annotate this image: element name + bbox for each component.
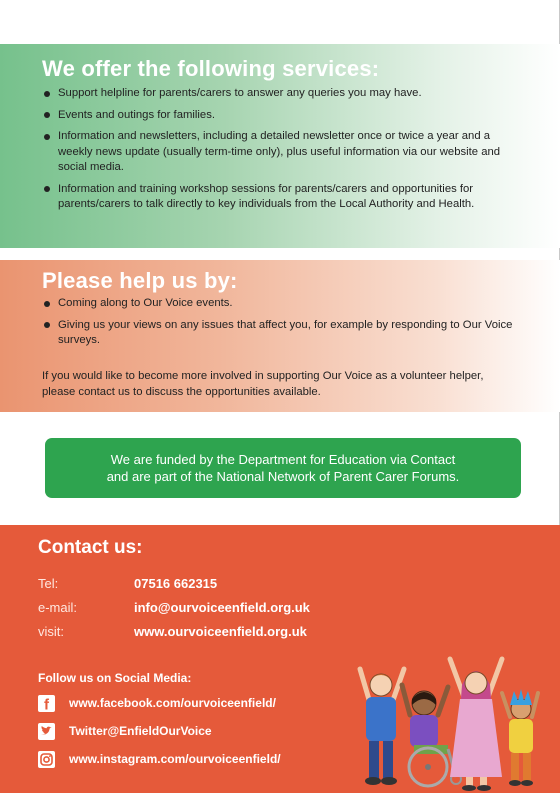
funding-line-2: and are part of the National Network of Parent Carer Forums. [106,469,460,484]
email-label: e-mail: [38,600,78,615]
list-item [42,296,522,312]
child-figure [450,659,502,791]
help-title: Please help us by: [42,268,238,293]
list-item [42,86,522,102]
services-section [0,44,560,248]
services-title: We offer the following services: [42,56,380,81]
svg-text:f: f [44,696,49,712]
list-item [42,318,522,349]
child-figure [360,669,404,785]
volunteer-note: If you would like to become more involved in supporting Our Voice as a volunteer helper, please contact us to discuss the opportunities available. [42,370,484,398]
top-margin [0,0,560,44]
children-illustration [352,645,542,793]
services-item-text: Events and outings for families. [58,108,215,121]
services-list [42,86,522,219]
help-item-text: Coming along to Our Voice events. [58,297,233,309]
twitter-row[interactable] [38,722,212,740]
contact-title: Contact us: [38,537,143,558]
tel-number[interactable]: 07516 662315 [134,576,218,591]
services-item-text: Information and training workshop sessions for parents/carers and opportunities for parents/carers to talk directly to key individuals from the Local Authority and Health. [58,182,475,210]
social-media-heading: Follow us on Social Media: [38,671,192,685]
twitter-link[interactable]: Twitter@EnfieldOurVoice [69,724,212,738]
child-figure [502,689,538,786]
instagram-link[interactable]: www.instagram.com/ourvoiceenfield/ [69,752,281,766]
bullet-icon [44,112,50,118]
bullet-icon [44,186,50,192]
help-list [42,296,522,355]
bullet-icon [44,301,50,307]
contact-section [0,525,560,793]
help-section [0,260,560,412]
list-item [42,182,522,213]
list-item [42,129,522,176]
instagram-icon[interactable] [38,751,55,768]
tel-label: Tel: [38,576,59,591]
facebook-row[interactable] [38,694,276,712]
twitter-icon[interactable] [38,723,55,740]
funding-line-1: We are funded by the Department for Education via Contact [110,452,456,467]
facebook-icon[interactable] [38,695,55,712]
facebook-link[interactable]: www.facebook.com/ourvoiceenfield/ [69,696,276,710]
website-link[interactable]: www.ourvoiceenfield.org.uk [134,624,307,639]
instagram-row[interactable] [38,750,281,768]
help-item-text: Giving us your views on any issues that affect you, for example by responding to Our Voice surveys. [58,318,513,346]
email-link[interactable]: info@ourvoiceenfield.org.uk [134,600,310,615]
services-item-text: Information and newsletters, including a detailed newsletter once or twice a year and a weekly news update (usually term-time only), plus useful information via our website and social media. [58,130,501,173]
bullet-icon [44,91,50,97]
visit-label: visit: [38,624,64,639]
list-item [42,108,522,124]
funding-banner [45,438,521,498]
services-item-text: Support helpline for parents/carers to answer any queries you may have. [58,87,422,99]
bullet-icon [44,134,50,140]
bullet-icon [44,322,50,328]
